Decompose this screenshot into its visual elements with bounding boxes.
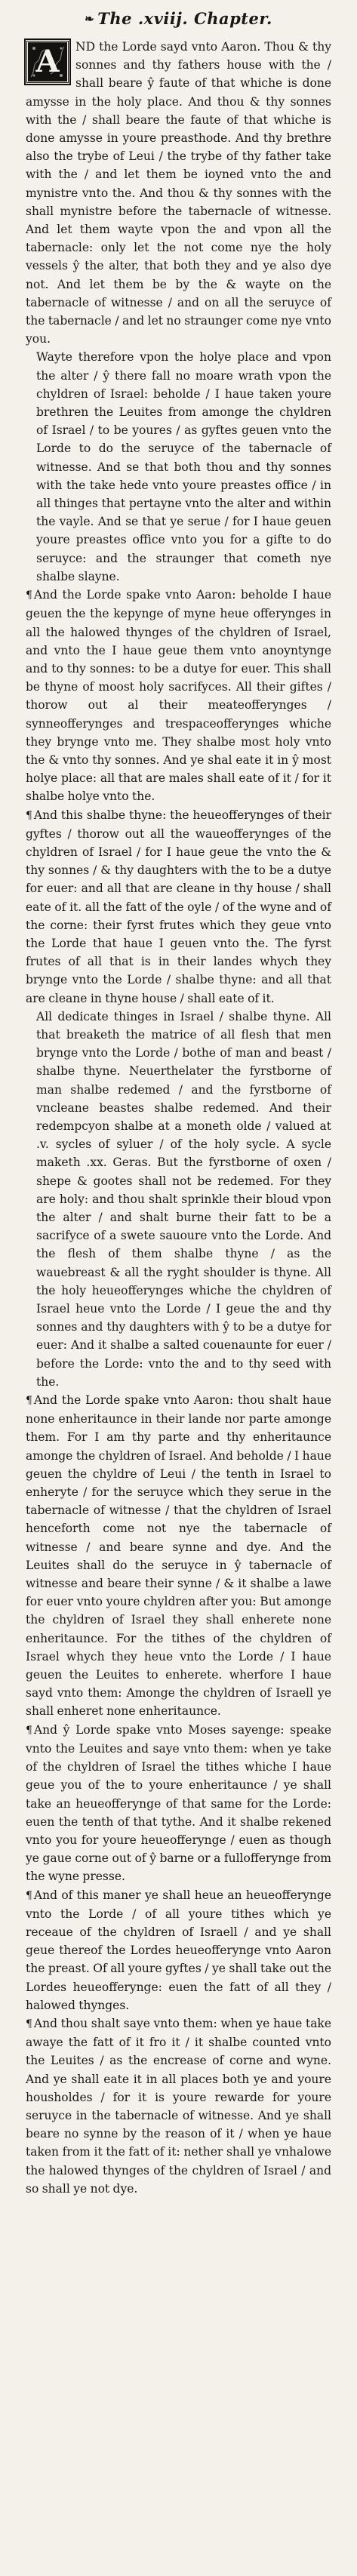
chapter-heading-text: The .xviij. Chapter. [97, 9, 272, 28]
paragraph-text: All dedicate thinges in Israel / shalbe thyne. All that breaketh the matrice of all flesh that men brynge vnto the Lorde / bothe of man and beast / shalbe thyne. Neuerthelater the fyrstborne of man shalbe redemed / and the fyrstborne of vncleane beastes shalbe redemed. And their redempcyon shalbe at a moneth olde / valued at .v. sycles of syluer / of the holy sycle. A sycle maketh .xx. Geras. But the fyrstborne of oxen / shepe & gootes shall not be redemed. For they are holy: and thou shalt sprinkle their bloud vpon the alter / and shalt burne their fatt to be a sacrifyce of a swete sauoure vnto the Lorde. And the flesh of them shalbe thyne / as the wauebreast & all the ryght shoulder is thyne. All the holy heueofferynges whiche the chyldren of Israel heue vnto the Lorde / I geue the and thy sonnes and thy daughters with ŷ to be a dutye for euer: And it shalbe a salted couenaunte for euer / before the Lorde: vnto the and to thy seed with the. [36, 1009, 331, 1389]
pilcrow-icon: ¶ [26, 2017, 32, 2030]
chapter-text [26, 38, 331, 2198]
chapter-heading [26, 9, 331, 30]
pilcrow-icon: ¶ [26, 1395, 32, 1408]
paragraph-3 [26, 586, 331, 805]
paragraph-text: And this shalbe thyne: the heueofferynges of their gyftes / thorow out all the waueofferynges of the chyldren of Israel / for I haue geue the vnto the & thy sonnes / & thy daughters with the to be a dutye for euer: and all that are cleane in thy house / shall eate of it. all the fatt of the oyle / of the wyne and of the corne: their fyrst frutes which they geue vnto the Lorde that haue I geuen vnto the. The fyrst frutes of all that is in their landes whych they brynge vnto the Lorde / shalbe thyne: and all that are cleane in thyne house / shall eate of it. [26, 808, 331, 1005]
paragraph-text: And the Lorde spake vnto Aaron: thou shalt haue none enheritaunce in their lande nor parte amonge them. For I am thy parte and thy enheritaunce amonge the chyldren of Israel. And beholde / I haue geuen the chyldre of Leui / the tenth in Israel to enheryte / for the seruyce which they serue in the tabernacle of witnesse / that the chyldren of Israel henceforth come not nye the tabernacle of witnesse / and beare synne and dye. And the Leuites shall do the seruyce in ŷ tabernacle of witnesse and beare their synne / & it shalbe a lawe for euer vnto youre chyldren after you: But amonge the chyldren of Israel they shall enherete none enheritaunce. For the tithes of the chyldren of Israel whych they heue vnto the Lorde / I haue geuen the Leuites to enherete. wherfore I haue sayd vnto them: Amonge the chyldren of Israell ye shall enheret none enheritaunce. [26, 1393, 331, 1719]
paragraph-6 [26, 1391, 331, 1721]
fleuron-icon: ❧ [85, 12, 95, 26]
pilcrow-icon: ¶ [26, 1724, 32, 1737]
paragraph-2 [26, 348, 331, 586]
paragraph-5 [26, 1008, 331, 1391]
pilcrow-icon: ¶ [26, 589, 32, 602]
paragraph-8 [26, 1886, 331, 2014]
paragraph-text: And of this maner ye shall heue an heueofferynge vnto the Lorde / of all youre tithes which ye receaue of the chyldren of Israell / and ye shall geue thereof the Lordes heueofferynge vnto Aaron the preast. Of all youre gyftes / ye shall take out the Lordes heueofferynge: euen the fatt of all they / halowed thynges. [26, 1888, 331, 2012]
paragraph-4 [26, 806, 331, 1008]
decorated-initial [26, 40, 69, 84]
paragraph-9 [26, 2014, 331, 2198]
paragraph-7 [26, 1721, 331, 1886]
initial-letter: A [35, 44, 60, 79]
pilcrow-icon: ¶ [26, 1889, 32, 1902]
paragraph-text: And the Lorde spake vnto Aaron: beholde I haue geuen the the kepynge of myne heue offerynges in all the halowed thynges of the chyldren of Israel, and vnto the I haue geue them vnto anoyntynge and to thy sonnes: to be a dutye for euer. This shall be thyne of moost holy sacrifyces. All their giftes / thorow out al their meateofferynges / synneofferynges and trespaceofferynges whiche they brynge vnto me. They shalbe most holy vnto the & vnto thy sonnes. And ye shal eate it in ŷ most holye place: all that are males shall eate of it / for it shalbe holye vnto the. [26, 588, 331, 804]
pilcrow-icon: ¶ [26, 809, 32, 822]
paragraph-text: Wayte therefore vpon the holye place and vpon the alter / ŷ there fall no moare wrath vpon the chyldren of Israel: beholde / I haue taken youre brethren the Leuites from amonge the chyldren of Israel / to be youres / as gyftes geuen vnto the Lorde to do the seruyce of the tabernacle of witnesse. And se that both thou and thy sonnes with the take hede vnto youre preastes office / in all thinges that pertayne vnto the alter and within the vayle. And se that ye serue / for I haue geuen youre preastes office vnto you for a gifte to do seruyce: and the straunger that cometh nye shalbe slayne. [36, 350, 331, 583]
paragraph-text: And ŷ Lorde spake vnto Moses sayenge: speake vnto the Leuites and saye vnto them: when ye take of the chyldren of Israel the tithes whiche I haue geue you of the to youre enheritaunce / ye shall take an heueofferynge of that same for the Lorde: euen the tenth of that tythe. And it shalbe rekened vnto you for youre heueofferynge / euen as though ye gaue corne out of ŷ barne or a fullofferynge from the wyne presse. [26, 1722, 331, 1884]
paragraph-text: ND the Lorde sayd vnto Aaron. Thou & thy sonnes and thy fathers house with the / shall beare ŷ faute of that whiche is done amysse in the holy place. And thou & thy sonnes with the / shall beare the faute of that whiche is done amysse in youre preasthode. And thy brethre also the trybe of Leui / the trybe of thy father take with the / and let them be ioyned vnto the and mynistre vnto the. And thou & thy sonnes with the shall mynistre before the tabernacle of witnesse. And let them wayte vpon the and vpon all the tabernacle: only let the not come nye the holy vessels ŷ the alter, that both they and ye also dye not. And let them be by the & wayte on the tabernacle of witnesse / and on all the seruyce of the tabernacle / and let no straunger come nye vnto you. [26, 40, 331, 346]
paragraph-text: And thou shalt saye vnto them: when ye haue take awaye the fatt of it fro it / it shalbe counted vnto the Leuites / as the encrease of corne and wyne. And ye shall eate it in all places both ye and youre housholdes / for it is youre rewarde for youre seruyce in the tabernacle of witnesse. And ye shall beare no synne by the reason of it / when ye haue taken from it the fatt of it: nether shall ye vnhalowe the halowed thynges of the chyldren of Israel / and so shall ye not dye. [26, 2016, 331, 2196]
paragraph-1 [26, 38, 331, 348]
